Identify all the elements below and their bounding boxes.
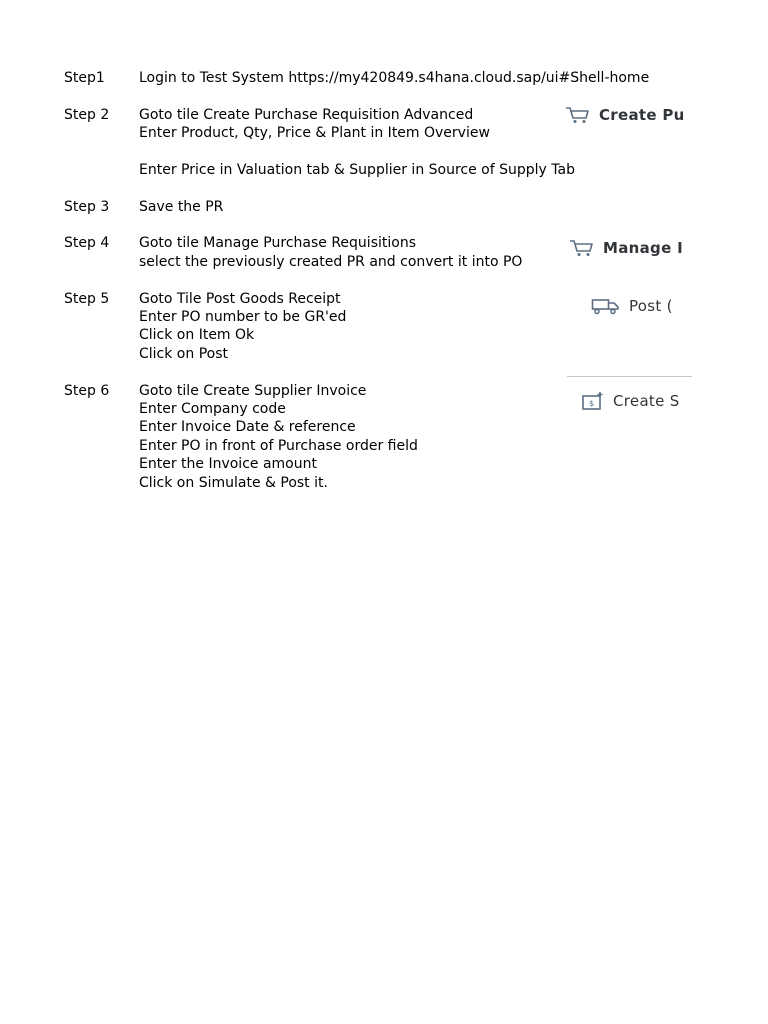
step-text: Save the PR xyxy=(139,199,224,215)
tile-divider xyxy=(567,376,692,377)
create-invoice-tile-image xyxy=(581,389,692,413)
create-pr-tile-image xyxy=(565,103,692,127)
substep-text: Click on Simulate & Post it. xyxy=(139,475,328,491)
post-gr-tile-image xyxy=(591,294,692,318)
substep-text: Enter PO number to be GR'ed xyxy=(139,309,347,325)
step-text: Goto tile Create Purchase Requisition Advanced xyxy=(139,107,474,123)
tile-title: Post ( xyxy=(629,297,673,315)
substep-text: Click on Post xyxy=(139,346,228,362)
cart-icon xyxy=(565,106,591,124)
manage-pr-tile-image xyxy=(569,236,692,260)
substep-text: Enter the Invoice amount xyxy=(139,456,317,472)
truck-icon xyxy=(591,297,621,315)
step-label: Step 2 xyxy=(64,107,110,123)
substep-text: Click on Item Ok xyxy=(139,327,255,343)
step-label: Step1 xyxy=(64,70,105,86)
substep-text: Enter Product, Qty, Price & Plant in Item Overview xyxy=(139,125,490,141)
tile-title: Create Pu xyxy=(599,106,685,124)
step-label: Step 6 xyxy=(64,383,110,399)
step-label: Step 3 xyxy=(64,199,110,215)
step-label: Step 4 xyxy=(64,235,110,251)
substep-text: Enter Company code xyxy=(139,401,286,417)
step-text: Goto tile Manage Purchase Requisitions xyxy=(139,235,416,251)
tile-title: Manage I xyxy=(603,239,683,257)
step-label: Step 5 xyxy=(64,291,110,307)
substep-text: Enter PO in front of Purchase order field xyxy=(139,438,418,454)
substep-text: select the previously created PR and convert it into PO xyxy=(139,254,523,270)
invoice-icon xyxy=(581,391,605,411)
tile-title: Create S xyxy=(613,392,680,410)
step-text: Goto Tile Post Goods Receipt xyxy=(139,291,341,307)
substep-text: Enter Price in Valuation tab & Supplier in Source of Supply Tab xyxy=(139,162,575,178)
svg-text:$: $ xyxy=(588,399,595,408)
cart-icon xyxy=(569,239,595,257)
step-text: Login to Test System https://my420849.s4hana.cloud.sap/ui#Shell-home xyxy=(139,70,650,86)
step-text: Goto tile Create Supplier Invoice xyxy=(139,383,367,399)
substep-text: Enter Invoice Date & reference xyxy=(139,419,356,435)
